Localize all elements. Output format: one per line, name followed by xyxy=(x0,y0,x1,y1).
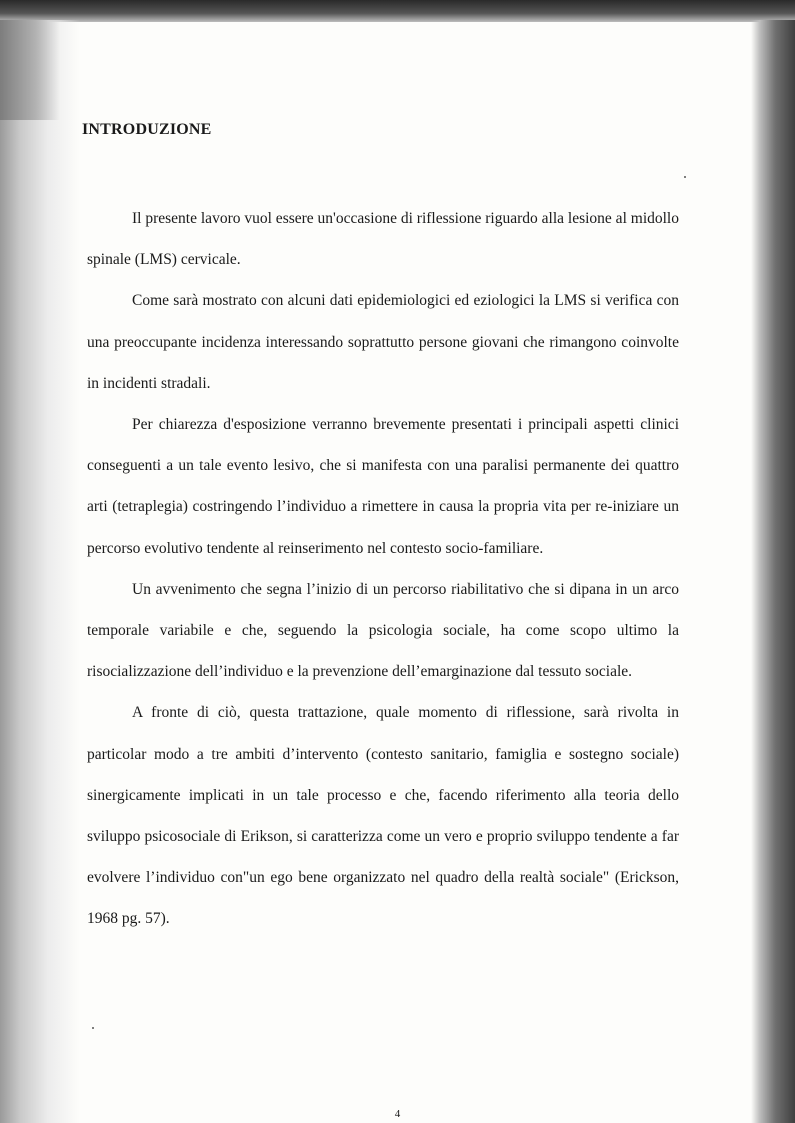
scan-top-shadow xyxy=(0,0,795,22)
scan-left-notch-shadow xyxy=(0,20,60,120)
scan-left-shadow xyxy=(0,20,80,1123)
scan-speck xyxy=(92,1027,94,1029)
scan-speck xyxy=(684,176,686,178)
page-number: 4 xyxy=(394,1108,401,1120)
paragraph-5: A fronte di ciò, questa trattazione, quale momento di riflessione, sarà rivolta in particolar modo a tre ambiti d’intervento (contesto sanitario, famiglia e sostegno sociale) sinergicamente implicati in un tale processo e che, facendo riferimento alla teoria dello sviluppo psicosociale di Erikson, si caratterizza come un vero e proprio sviluppo tendente a far evolvere l’individuo con"un ego bene organizzato nel quadro della realtà sociale" (Erickson, 1968 pg. 57). xyxy=(87,704,679,928)
body-text xyxy=(87,198,679,940)
paragraph-3: Per chiarezza d'esposizione verranno brevemente presentati i principali aspetti clinici conseguenti a un tale evento lesivo, che si manifesta con una paralisi permanente dei quattro arti (tetraplegia) costringendo l’individuo a rimettere in causa la propria vita per re-iniziare un percorso evolutivo tendente al reinserimento nel contesto socio-familiare. xyxy=(87,416,679,557)
chapter-heading: INTRODUZIONE xyxy=(82,121,212,138)
paragraph-4: Un avvenimento che segna l’inizio di un percorso riabilitativo che si dipana in un arco temporale variabile e che, seguendo la psicologia sociale, ha come scopo ultimo la risocializzazione dell’individuo e la prevenzione dell’emarginazione dal tessuto sociale. xyxy=(87,580,679,681)
paragraph-2: Come sarà mostrato con alcuni dati epidemiologici ed eziologici la LMS si verifica con una preoccupante incidenza interessando soprattutto persone giovani che rimangono coinvolte in incidenti stradali. xyxy=(87,292,679,392)
paragraph-1: Il presente lavoro vuol essere un'occasione di riflessione riguardo alla lesione al midollo spinale (LMS) cervicale. xyxy=(87,210,679,269)
scan-right-shadow xyxy=(751,20,795,1123)
